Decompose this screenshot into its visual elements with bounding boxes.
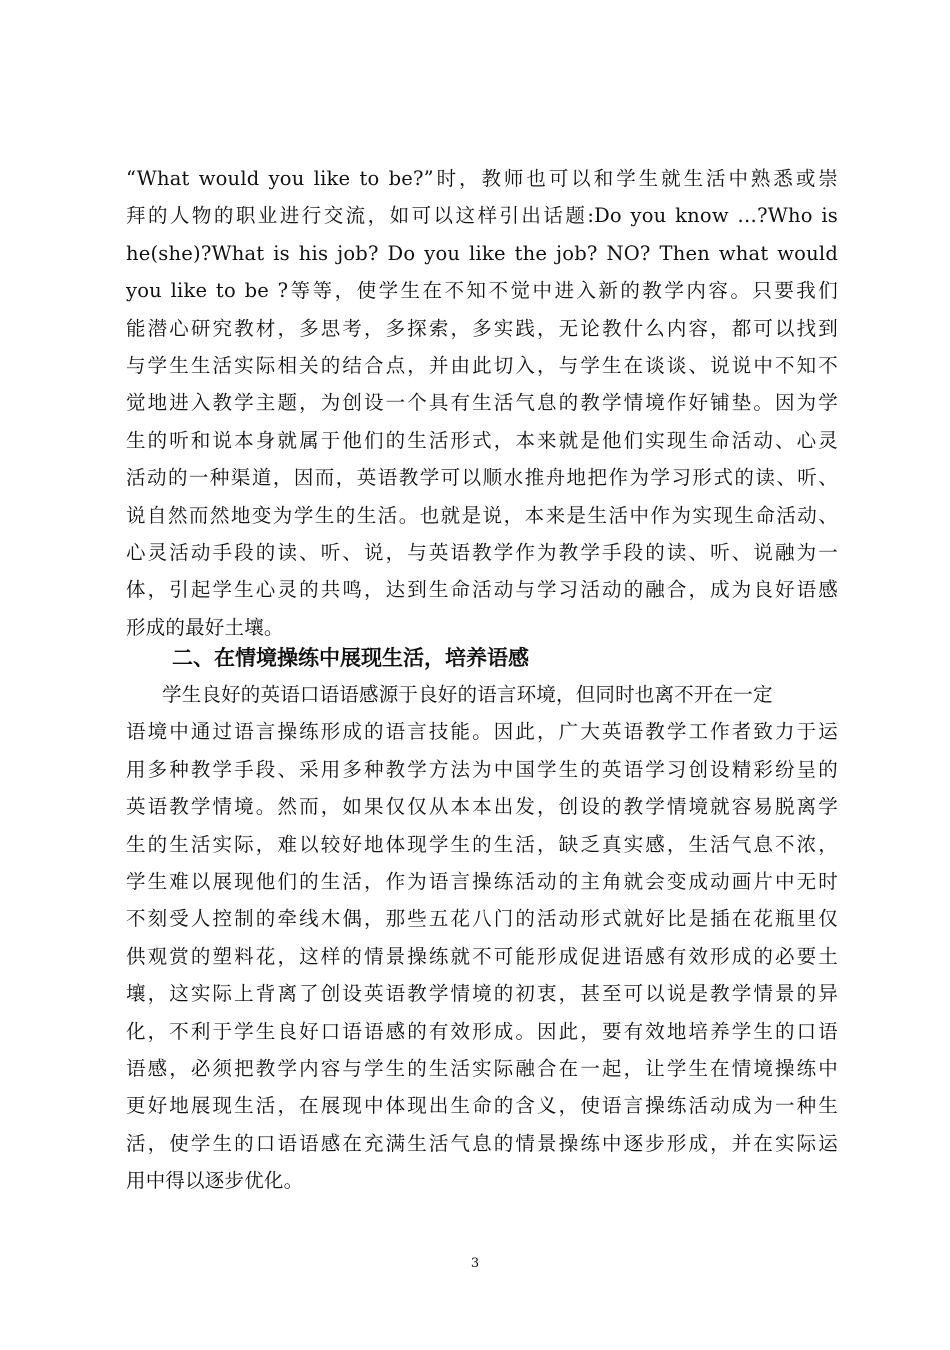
paragraph-line: 化，不利于学生良好口语语感的有效形成。因此，要有效地培养学生的口语 <box>126 1019 838 1043</box>
paragraph-line: 生的生活实际，难以较好地体现学生的生活，缺乏真实感，生活气息不浓， <box>126 832 838 856</box>
paragraph-line: 语感，必须把教学内容与学生的生活实际融合在一起，让学生在情境操练中 <box>126 1056 838 1080</box>
paragraph-2 <box>126 676 838 1199</box>
paragraph-line: 心灵活动手段的读、听、说，与英语教学作为教学手段的读、听、说融为一 <box>126 540 838 564</box>
page-number: 3 <box>470 1256 480 1271</box>
paragraph-1 <box>126 160 838 646</box>
paragraph-line: 英语教学情境。然而，如果仅仅从本本出发，创设的教学情境就容易脱离学 <box>126 795 838 819</box>
paragraph-line: he(she)?What is his job? Do you like the job? NO? Then what would <box>126 241 838 265</box>
paragraph-line: 活，使学生的口语语感在充满生活气息的情景操练中逐步形成，并在实际运 <box>126 1131 838 1155</box>
section-heading: 二、在情境操练中展现生活，培养语感 <box>172 646 529 670</box>
paragraph-line: 不刻受人控制的牵线木偶，那些五花八门的活动形式就好比是插在花瓶里仅 <box>126 907 838 931</box>
paragraph-line: 说自然而然地变为学生的生活。也就是说，本来是生活中作为实现生命活动、 <box>126 503 838 527</box>
paragraph-line: 拜的人物的职业进行交流，如可以这样引出话题:Do you know …?Who is <box>126 204 838 228</box>
paragraph-line: 语境中通过语言操练形成的语言技能。因此，广大英语教学工作者致力于运 <box>126 720 838 744</box>
paragraph-line: 觉地进入教学主题，为创设一个具有生活气息的教学情境作好铺垫。因为学 <box>126 391 838 415</box>
paragraph-line: you like to be ?等等，使学生在不知不觉中进入新的教学内容。只要我们 <box>126 279 838 303</box>
paragraph-line: 体，引起学生心灵的共鸣，达到生命活动与学习活动的融合，成为良好语感 <box>126 578 838 602</box>
paragraph-line: 学生良好的英语口语语感源于良好的语言环境，但同时也离不开在一定 <box>162 683 773 706</box>
paragraph-line: 更好地展现生活，在展现中体现出生命的含义，使语言操练活动成为一种生 <box>126 1094 838 1118</box>
paragraph-line: 能潜心研究教材，多思考，多探索，多实践，无论教什么内容，都可以找到 <box>126 316 838 340</box>
paragraph-line: 学生难以展现他们的生活，作为语言操练活动的主角就会变成动画片中无时 <box>126 869 838 893</box>
paragraph-line: 与学生生活实际相关的结合点，并由此切入，与学生在谈谈、说说中不知不 <box>126 353 838 377</box>
paragraph-line: “What would you like to be?”时，教师也可以和学生就生活中熟悉或崇 <box>126 167 838 190</box>
paragraph-line: 用中得以逐步优化。 <box>126 1169 304 1193</box>
paragraph-line: 生的听和说本身就属于他们的生活形式，本来就是他们实现生命活动、心灵 <box>126 428 838 452</box>
paragraph-line: 用多种教学手段、采用多种教学方法为中国学生的英语学习创设精彩纷呈的 <box>126 757 838 781</box>
paragraph-line: 供观赏的塑料花，这样的情景操练就不可能形成促进语感有效形成的必要土 <box>126 944 838 968</box>
paragraph-line: 壤，这实际上背离了创设英语教学情境的初衷，甚至可以说是教学情景的异 <box>126 982 838 1006</box>
paragraph-line: 活动的一种渠道，因而，英语教学可以顺水推舟地把作为学习形式的读、听、 <box>126 466 838 490</box>
paragraph-line: 形成的最好土壤。 <box>126 615 284 639</box>
